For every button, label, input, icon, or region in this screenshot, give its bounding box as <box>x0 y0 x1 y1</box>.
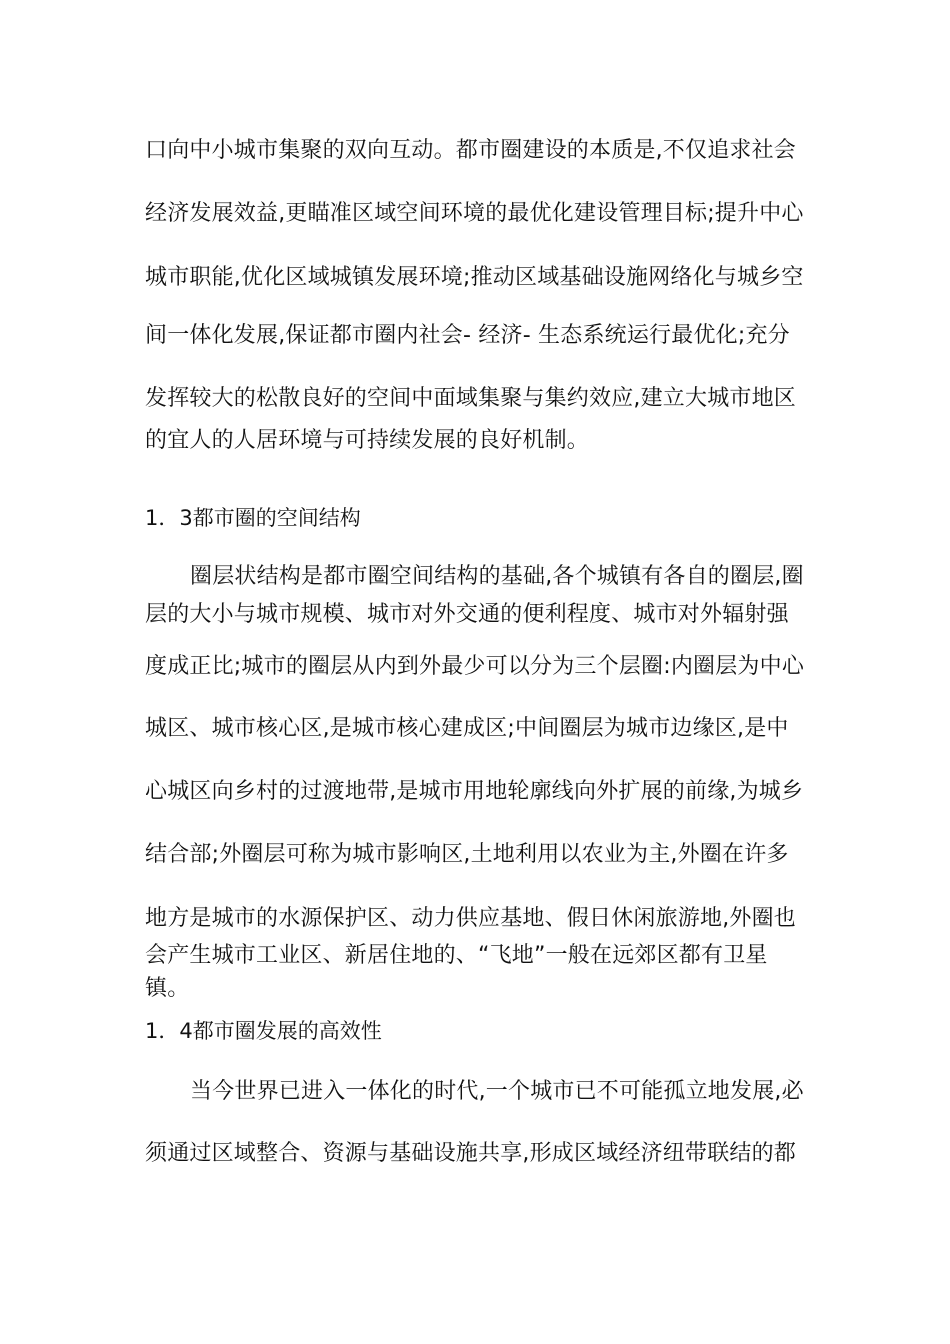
paragraph-line: 城区、城市核心区,是城市核心建成区;中间圈层为城市边缘区,是中 <box>145 716 789 741</box>
paragraph-line: 当今世界已进入一体化的时代,一个城市已不可能孤立地发展,必 <box>190 1079 804 1104</box>
paragraph-line: 经济发展效益,更瞄准区域空间环境的最优化建设管理目标;提升中心 <box>145 201 804 226</box>
paragraph-line: 须通过区域整合、资源与基础设施共享,形成区域经济纽带联结的都 <box>145 1141 796 1166</box>
paragraph-line: 度成正比;城市的圈层从内到外最少可以分为三个层圈:内圈层为中心 <box>145 654 805 679</box>
paragraph-line: 的宜人的人居环境与可持续发展的良好机制。 <box>145 428 590 453</box>
paragraph-line: 层的大小与城市规模、城市对外交通的便利程度、城市对外辐射强 <box>145 602 789 627</box>
paragraph-line: 圈层状结构是都市圈空间结构的基础,各个城镇有各自的圈层,圈 <box>190 564 804 589</box>
paragraph-line: 口向中小城市集聚的双向互动。都市圈建设的本质是,不仅追求社会 <box>145 138 796 163</box>
paragraph-line: 心城区向乡村的过渡地带,是城市用地轮廓线向外扩展的前缘,为城乡 <box>145 779 804 804</box>
section-heading-1-4: 1．4都市圈发展的高效性 <box>145 1019 382 1043</box>
paragraph-line: 地方是城市的水源保护区、动力供应基地、假日休闲旅游地,外圈也 <box>145 906 796 931</box>
paragraph-line: 城市职能,优化区域城镇发展环境;推动区域基础设施网络化与城乡空 <box>145 265 804 290</box>
paragraph-line: 会产生城市工业区、新居住地的、“飞地”一般在远郊区都有卫星 <box>145 943 768 968</box>
paragraph-line: 镇。 <box>145 976 190 1001</box>
paragraph-line: 间一体化发展,保证都市圈内社会- 经济- 生态系统运行最优化;充分 <box>145 323 790 348</box>
paragraph-line: 发挥较大的松散良好的空间中面域集聚与集约效应,建立大城市地区 <box>145 386 796 411</box>
section-heading-1-3: 1．3都市圈的空间结构 <box>145 506 361 530</box>
paragraph-line: 结合部;外圈层可称为城市影响区,土地利用以农业为主,外圈在许多 <box>145 842 789 867</box>
